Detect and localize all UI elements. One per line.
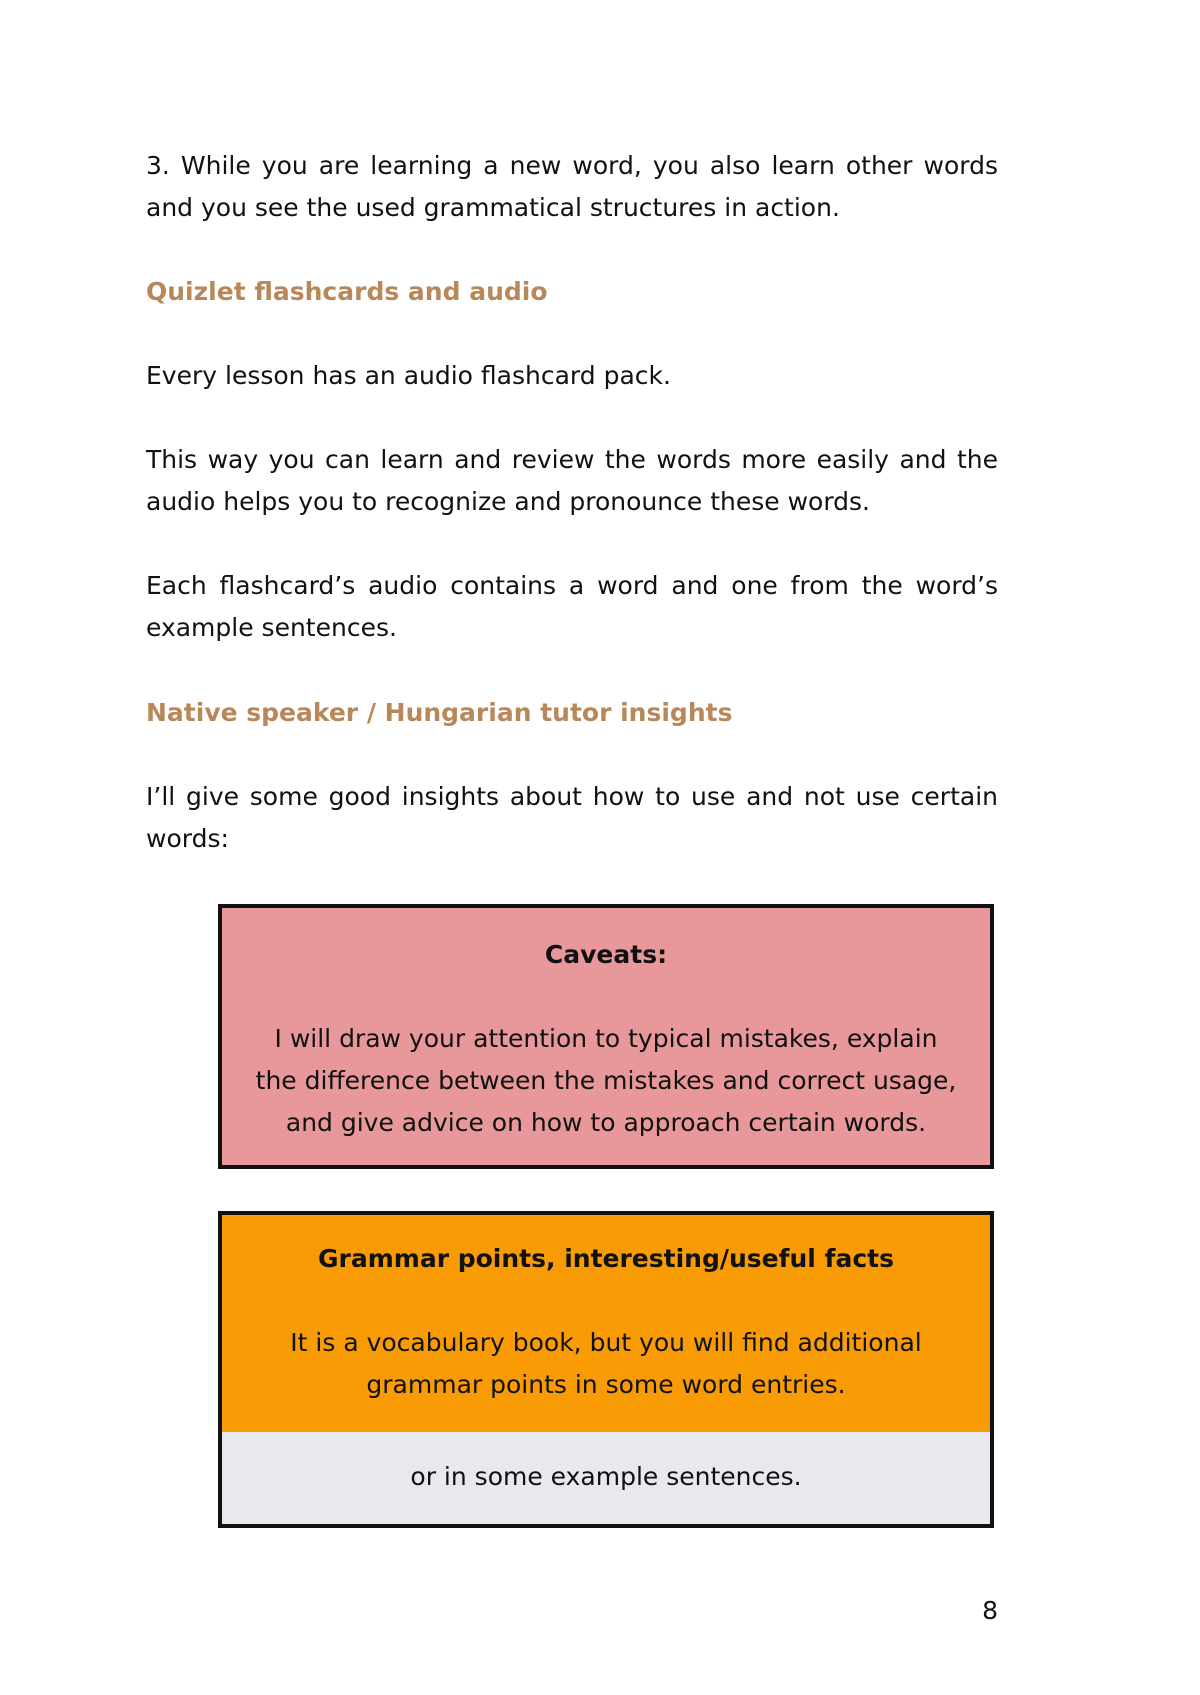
grammar-body: It is a vocabulary book, but you will find additional grammar points in some word entries. (290, 1328, 922, 1399)
paragraph-this-way: This way you can learn and review the words more easily and the audio helps you to recognize and pronounce these words. (146, 445, 998, 516)
paragraph-learning-words: 3. While you are learning a new word, you also learn other words and you see the used grammatical structures in action. (146, 151, 998, 222)
caveats-box (218, 904, 994, 1169)
paragraph-every-lesson: Every lesson has an audio flashcard pack. (146, 361, 671, 390)
grammar-box (218, 1211, 994, 1435)
grammar-title: Grammar points, interesting/useful facts (318, 1244, 894, 1273)
grammar-continuation-text: or in some example sentences. (410, 1462, 802, 1491)
grammar-continuation-box (218, 1432, 994, 1528)
paragraph-insights-intro: I’ll give some good insights about how to use and not use certain words: (146, 782, 998, 853)
page-number: 8 (982, 1596, 998, 1625)
caveats-body: I will draw your attention to typical mistakes, explain the difference between the mistakes and correct usage, and give advice on how to approach certain words. (255, 1024, 957, 1137)
paragraph-each-flashcard: Each flashcard’s audio contains a word and one from the word’s example sentences. (146, 571, 998, 642)
heading-native-speaker: Native speaker / Hungarian tutor insights (146, 698, 733, 727)
caveats-title: Caveats: (544, 940, 668, 969)
heading-quizlet: Quizlet flashcards and audio (146, 277, 548, 306)
